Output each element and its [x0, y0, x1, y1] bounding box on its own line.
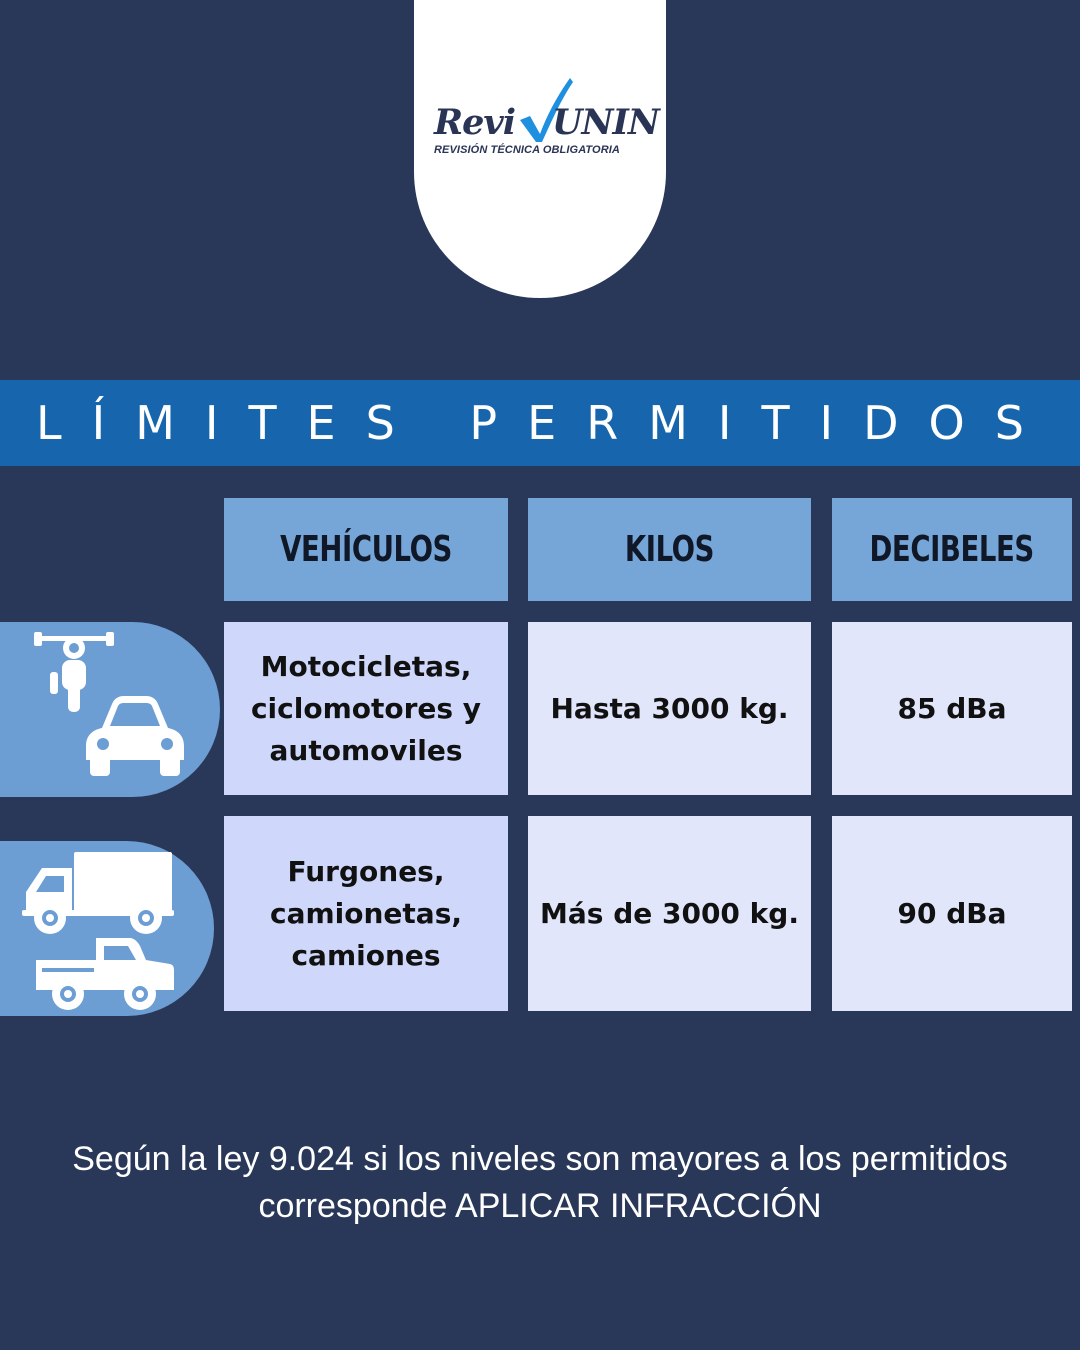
footer-line-1: Según la ley 9.024 si los niveles son mayores a los permitidos: [72, 1140, 1008, 1178]
row2-decibels-cell: [832, 816, 1072, 1011]
logo-brand-left: Revi: [434, 102, 515, 143]
pickup-icon: [34, 934, 176, 1012]
row1-decibels: 85 dBa: [897, 691, 1007, 725]
truck-icon: [22, 852, 174, 936]
header-decibels-label: DECIBELES: [869, 529, 1035, 570]
car-icon: [84, 694, 186, 778]
row1-kilos-cell: [528, 622, 811, 795]
row1-vehicles-cell: [224, 622, 508, 795]
footer-line-2: corresponde APLICAR INFRACCIÓN: [258, 1187, 822, 1225]
logo: [434, 76, 659, 156]
row2-kilos: Más de 3000 kg.: [540, 896, 799, 930]
row2-kilos-cell: [528, 816, 811, 1011]
header-decibels: [832, 498, 1072, 601]
header-kilos-label: KILOS: [624, 529, 715, 570]
footer-note: [0, 1136, 1080, 1230]
row1-decibels-cell: [832, 622, 1072, 795]
row2-vehicles: Furgones, camionetas, camiones: [269, 854, 462, 972]
row1-kilos: Hasta 3000 kg.: [550, 691, 789, 725]
header-vehicles-label: VEHÍCULOS: [280, 529, 452, 570]
header-vehicles: [224, 498, 508, 601]
row2-decibels: 90 dBa: [897, 896, 1007, 930]
header-kilos: [528, 498, 811, 601]
row1-vehicles: Motocicletas, ciclomotores y automoviles: [250, 649, 482, 767]
row2-vehicles-cell: [224, 816, 508, 1011]
logo-brand-right: UNIN: [552, 102, 659, 143]
logo-tagline: REVISIÓN TÉCNICA OBLIGATORIA: [434, 144, 620, 156]
page-title: LÍMITES PERMITIDOS: [36, 396, 1054, 450]
